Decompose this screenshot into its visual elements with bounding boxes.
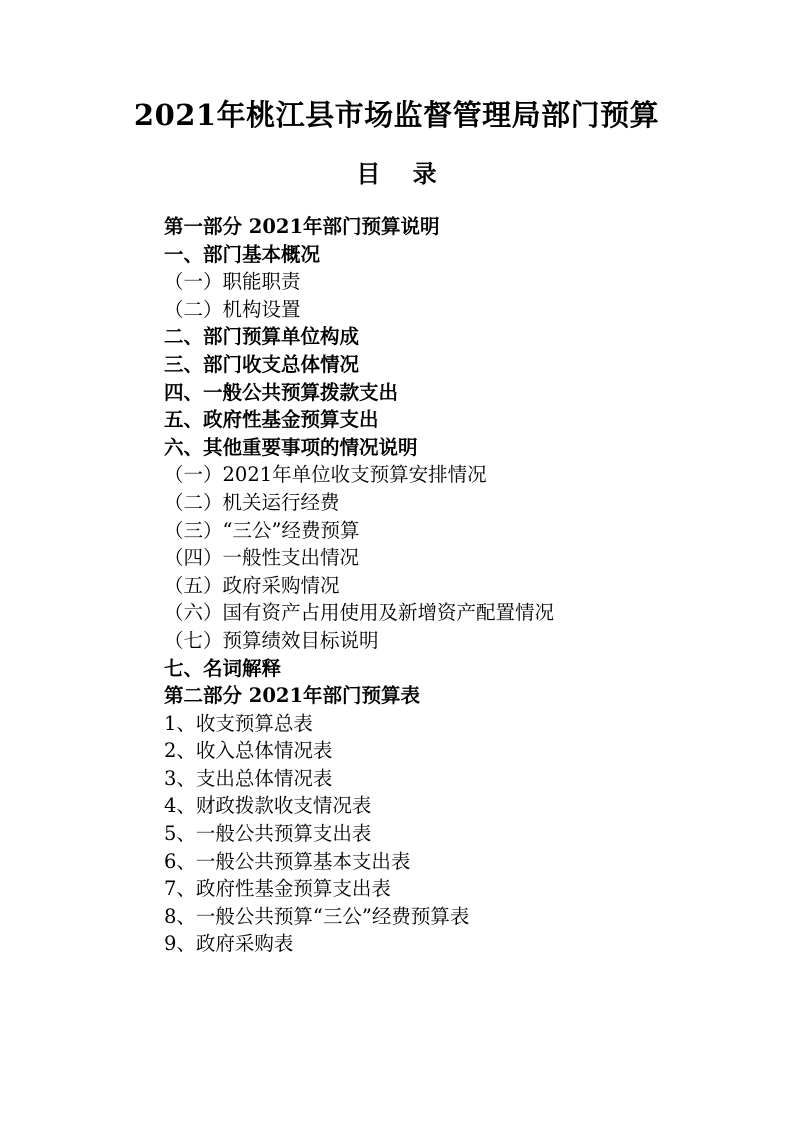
toc-entry: 第一部分 2021年部门预算说明 xyxy=(164,215,440,238)
toc-entry: 4、财政拨款收支情况表 xyxy=(164,794,372,818)
toc-entry: 1、收支预算总表 xyxy=(164,711,313,735)
toc-entry: （一）职能职责 xyxy=(164,270,301,294)
toc-entry: 四、一般公共预算拨款支出 xyxy=(164,380,399,404)
document-title: 2021年桃江县市场监督管理局部门预算 xyxy=(133,98,660,132)
toc-entry: 三、部门收支总体情况 xyxy=(164,352,360,376)
toc-entry: 6、一般公共预算基本支出表 xyxy=(164,849,411,873)
toc-entry: 7、政府性基金预算支出表 xyxy=(164,877,391,901)
toc-entry: 二、部门预算单位构成 xyxy=(164,325,360,349)
toc-entry: （三）“三公”经费预算 xyxy=(164,518,360,542)
toc-entry: 5、一般公共预算支出表 xyxy=(164,822,372,846)
toc-entry: 8、一般公共预算“三公”经费预算表 xyxy=(164,904,470,928)
toc-entry: 七、名词解释 xyxy=(164,656,282,680)
toc-entry: （七）预算绩效目标说明 xyxy=(164,628,379,652)
toc-entry: （一）2021年单位收支预算安排情况 xyxy=(164,463,487,487)
toc-entry: （二）机构设置 xyxy=(164,297,301,321)
toc-entry: 六、其他重要事项的情况说明 xyxy=(164,435,418,459)
toc-entry: 2、收入总体情况表 xyxy=(164,739,333,763)
toc-entry: （六）国有资产占用使用及新增资产配置情况 xyxy=(164,601,555,625)
toc-entry: （二）机关运行经费 xyxy=(164,490,340,514)
toc-entry: 第二部分 2021年部门预算表 xyxy=(164,684,421,708)
table-of-contents xyxy=(164,213,724,958)
toc-entry: 9、政府采购表 xyxy=(164,932,294,956)
toc-entry: 一、部门基本概况 xyxy=(164,242,321,266)
toc-heading: 目 录 xyxy=(356,159,449,188)
toc-entry: 3、支出总体情况表 xyxy=(164,766,333,790)
toc-entry: （五）政府采购情况 xyxy=(164,573,340,597)
toc-entry: （四）一般性支出情况 xyxy=(164,546,360,570)
toc-entry: 五、政府性基金预算支出 xyxy=(164,408,379,432)
